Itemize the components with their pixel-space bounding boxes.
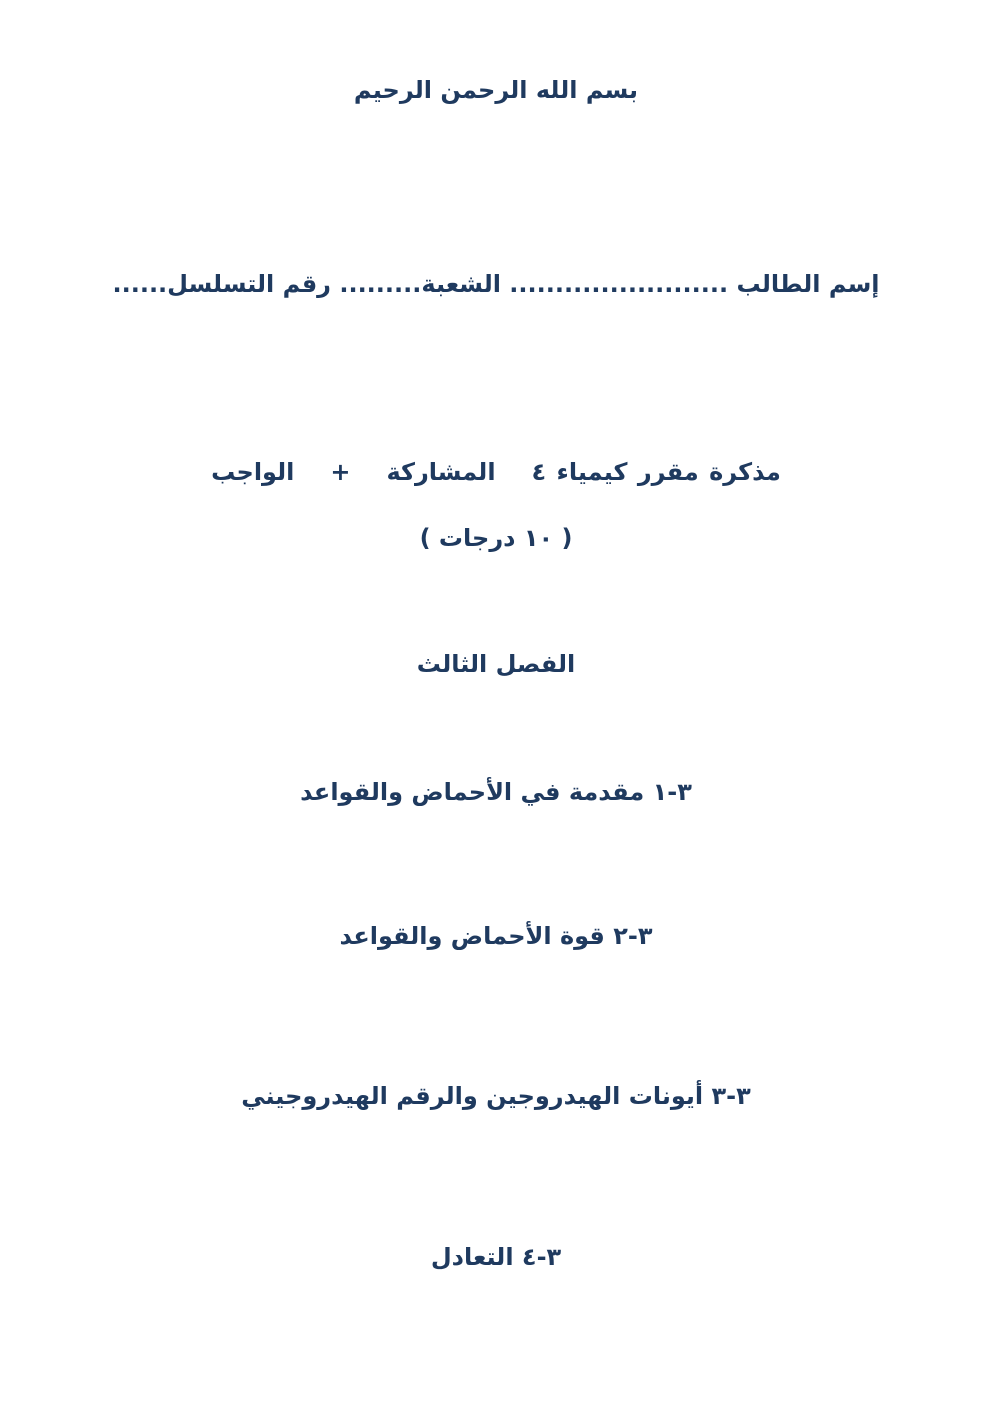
course-title-line bbox=[0, 458, 992, 486]
course-title-text: مذكرة مقرر كيمياء ٤ bbox=[531, 458, 781, 486]
student-info-line: إسم الطالب ........................ الشعبة......... رقم التسلسل...... bbox=[112, 270, 880, 298]
chapter-title: الفصل الثالث bbox=[416, 650, 576, 678]
basmala-heading: بسم الله الرحمن الرحيم bbox=[353, 76, 639, 104]
section-heading: ٣-٤ التعادل bbox=[430, 1243, 562, 1271]
homework-label: الواجب bbox=[211, 458, 295, 486]
section-heading: ٣-٢ قوة الأحماض والقواعد bbox=[339, 922, 653, 950]
section-heading: ٣-٣ أيونات الهيدروجين والرقم الهيدروجيني bbox=[241, 1082, 751, 1110]
participation-label: المشاركة bbox=[386, 458, 496, 486]
grade-note: ( ١٠ درجات ) bbox=[419, 524, 573, 552]
plus-sign: + bbox=[330, 458, 351, 486]
section-heading: ٣-١ مقدمة في الأحماض والقواعد bbox=[300, 778, 692, 806]
